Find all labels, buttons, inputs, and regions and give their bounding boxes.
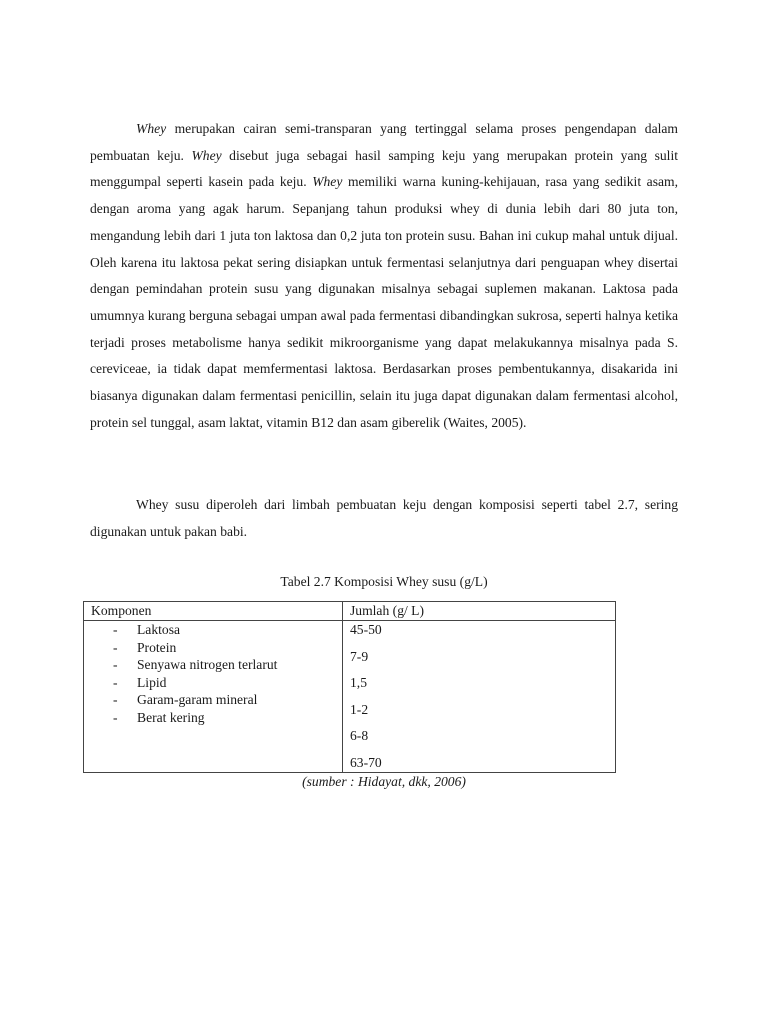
document-page bbox=[90, 0, 678, 1024]
term-whey-3: Whey bbox=[312, 174, 343, 190]
header-amount: Jumlah (g/ L) bbox=[343, 602, 616, 621]
list-item: - Senyawa nitrogen terlarut bbox=[113, 656, 335, 674]
paragraph-usage-text: Whey susu diperoleh dari limbah pembuatan keju dengan komposisi seperti tabel 2.7, sering digunakan untuk pakan babi. bbox=[90, 497, 678, 539]
list-item: 7-9 bbox=[350, 648, 369, 664]
table-row bbox=[84, 621, 616, 773]
table-caption: Tabel 2.7 Komposisi Whey susu (g/L) bbox=[280, 574, 488, 589]
table-source: (sumber : Hidayat, dkk, 2006) bbox=[302, 774, 466, 789]
list-item: - Berat kering bbox=[113, 709, 335, 727]
list-item: 1,5 bbox=[350, 675, 367, 691]
paragraph-text-2: disebut juga sebagai hasil samping keju yang merupakan protein yang sulit menggumpal seperti kasein pada keju. bbox=[90, 147, 678, 190]
list-item: - Protein bbox=[113, 639, 335, 657]
amount-list bbox=[350, 621, 608, 772]
paragraph-whey-usage bbox=[90, 492, 678, 545]
term-whey-1: Whey bbox=[136, 121, 167, 136]
amount-cell bbox=[343, 621, 616, 773]
paragraph-text-3: memiliki warna kuning-kehijauan, rasa yang sedikit asam, dengan aroma yang agak harum. Sepanjang tahun produksi whey di dunia lebih dari 80 juta ton, mengandung lebih dari 1 juta ton laktosa dan 0,2 juta ton protein susu. Bahan ini cukup mahal untuk dijual. Oleh karena itu laktosa pekat sering disiapkan untuk fermentasi selanjutnya dari penguapan whey disertai dengan pemindahan protein susu yang digunakan misalnya sebagai suplemen makanan. Laktosa pada umumnya kurang berguna sebagai umpan awal pada fermentasi dibandingkan sukrosa, seperti halnya ketika terjadi proses metabolisme hanya sedikit mikroorganisme yang dapat melakukannya misalnya pada S. cereviceae, ia tidak dapat memfermentasi laktosa. Berdasarkan proses pembentukannya, disakarida ini biasanya digunakan dalam fermentasi penicillin, selain itu juga dapat digunakan dalam fermentasi alcohol, protein sel tunggal, asam laktat, vitamin B12 dan asam giberelik (Waites, 2005). bbox=[90, 174, 678, 430]
list-item: 1-2 bbox=[350, 701, 369, 717]
component-list bbox=[91, 621, 335, 727]
list-item: 45-50 bbox=[350, 622, 382, 637]
list-item: - Laktosa bbox=[113, 621, 335, 639]
table-header-row bbox=[84, 602, 616, 621]
list-item: 6-8 bbox=[350, 728, 369, 744]
list-item: 63-70 bbox=[350, 754, 382, 770]
list-item: - Lipid bbox=[113, 674, 335, 692]
term-whey-2: Whey bbox=[191, 147, 222, 163]
composition-table bbox=[83, 601, 616, 773]
component-cell bbox=[84, 621, 343, 773]
paragraph-text-1: merupakan cairan semi-transparan yang tertinggal selama proses pengendapan dalam pembuatan keju. bbox=[90, 121, 678, 163]
paragraph-whey-description bbox=[90, 116, 678, 436]
list-item: - Garam-garam mineral bbox=[113, 691, 335, 709]
header-component: Komponen bbox=[84, 602, 343, 621]
